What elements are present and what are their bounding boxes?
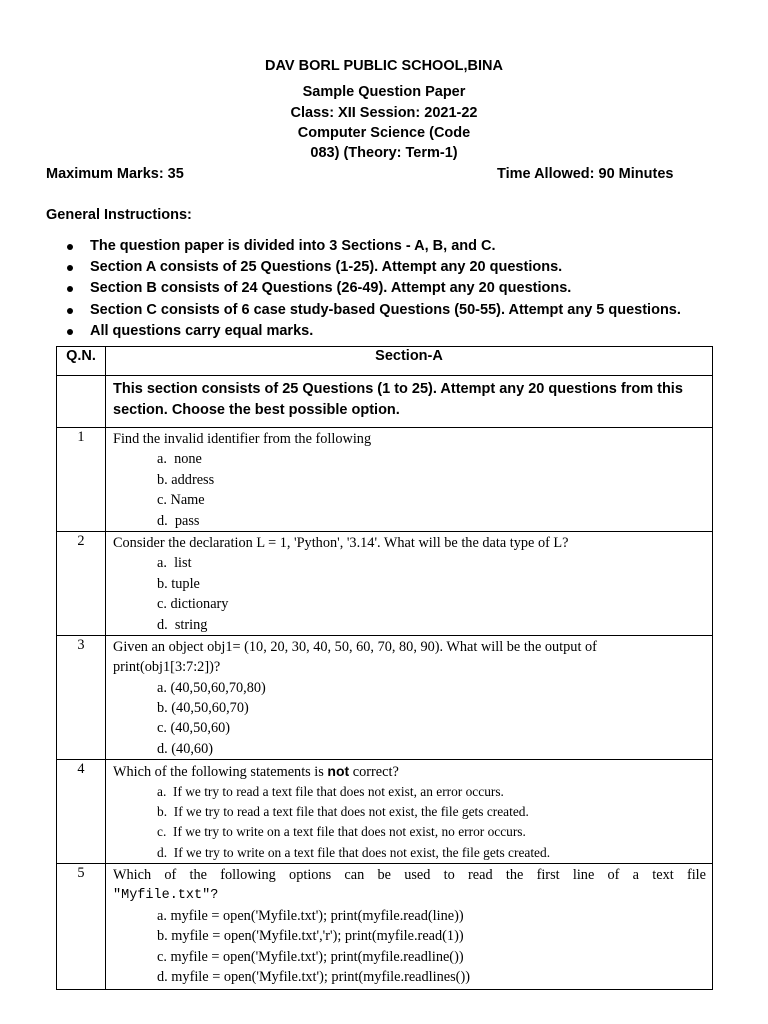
option: d. (40,60) [157,740,213,757]
question-4 [106,760,713,864]
question-text: Given an object obj1= (10, 20, 30, 40, 50, 60, 70, 80, 90). What will be the output of [113,638,597,655]
max-marks: Maximum Marks: 35 [46,166,184,182]
instructions-heading: General Instructions: [46,207,192,223]
question-text: Consider the declaration L = 1, 'Python', '3.14'. What will be the data type of L? [113,534,569,551]
option: c. Name [157,492,205,509]
option: a. If we try to read a text file that does not exist, an error occurs. [157,783,504,799]
instruction-item: The question paper is divided into 3 Sections - A, B, and C. [66,236,681,257]
table-row [57,760,713,864]
section-description: This section consists of 25 Questions (1 to 25). Attempt any 20 questions from this section. Choose the best possible option. [106,376,713,428]
subject-line-2: 083) (Theory: Term-1) [310,145,458,161]
question-text: print(obj1[3:7:2])? [113,659,221,676]
instruction-item: Section A consists of 25 Questions (1-25). Attempt any 20 questions. [66,257,681,278]
instruction-item: Section B consists of 24 Questions (26-49). Attempt any 20 questions. [66,278,681,299]
file-name-text: "Myfile.txt"? [113,887,219,903]
question-number: 5 [57,864,106,990]
option: a. (40,50,60,70,80) [157,679,266,696]
section-desc-row [57,376,713,428]
question-2 [106,531,713,635]
question-5 [106,864,713,990]
option: b. address [157,471,215,488]
option: c. If we try to write on a text file that does not exist, no error occurs. [157,824,526,840]
instructions-list [66,236,681,342]
paper-title: Sample Question Paper [302,84,466,100]
question-number: 3 [57,635,106,759]
option: b. (40,50,60,70) [157,700,249,717]
option: c. dictionary [157,596,229,613]
question-text: Which of the following statements is not correct? [113,763,399,781]
option: d. pass [157,512,200,529]
section-title: Section-A [106,347,713,376]
option: a. none [157,451,202,468]
option: d. string [157,616,208,633]
table-row [57,635,713,759]
question-text: Which of the following options can be used to read the first line of a text file [113,867,706,884]
question-text: Find the invalid identifier from the following [113,431,372,447]
question-3 [106,635,713,759]
table-row [57,428,713,532]
time-allowed: Time Allowed: 90 Minutes [497,166,674,182]
question-1 [106,428,713,532]
instruction-item: Section C consists of 6 case study-based Questions (50-55). Attempt any 5 questions. [66,300,681,321]
table-row [57,531,713,635]
emphasis-not: not [327,763,350,780]
option: a. myfile = open('Myfile.txt'); print(myfile.read(line)) [157,907,464,924]
option: d. myfile = open('Myfile.txt'); print(myfile.readlines()) [157,969,470,986]
subject-line-1: Computer Science (Code [297,125,471,141]
question-number: 1 [57,428,106,532]
question-number: 4 [57,760,106,864]
qn-header: Q.N. [57,347,106,376]
school-name: DAV BORL PUBLIC SCHOOL,BINA [265,58,503,74]
option: b. If we try to read a text file that does not exist, the file gets created. [157,804,529,820]
table-header-row [57,347,713,376]
option: b. tuple [157,575,200,592]
question-number: 2 [57,531,106,635]
option: b. myfile = open('Myfile.txt','r'); print(myfile.read(1)) [157,928,464,945]
option: c. (40,50,60) [157,720,231,737]
class-session: Class: XII Session: 2021-22 [290,105,478,121]
option: c. myfile = open('Myfile.txt'); print(myfile.readline()) [157,948,464,965]
option: a. list [157,555,192,572]
question-table [56,346,713,990]
instruction-item: All questions carry equal marks. [66,321,681,342]
table-row [57,864,713,990]
option: d. If we try to write on a text file that does not exist, the file gets created. [157,844,551,860]
